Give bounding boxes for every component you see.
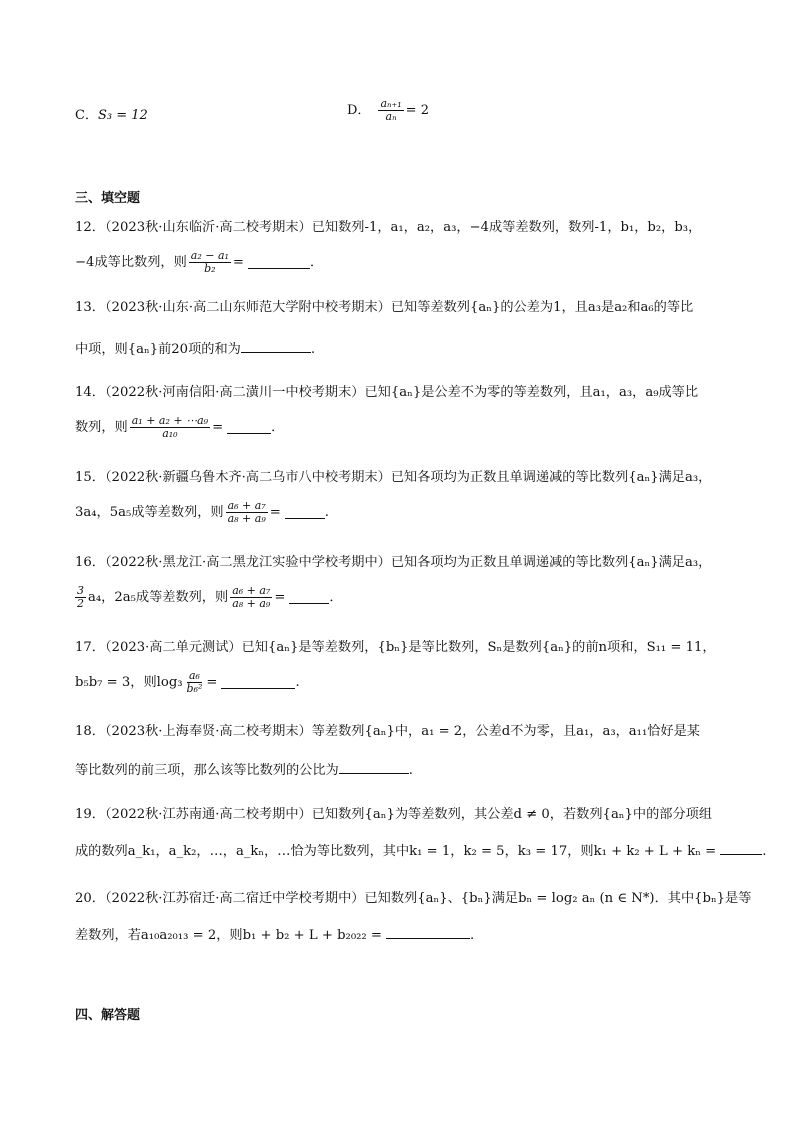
- question-16-coefficient: [75, 585, 86, 610]
- question-12-answer-blank[interactable]: [248, 256, 310, 269]
- question-12-fraction: [189, 250, 231, 275]
- section-heading-fill-in: 三、填空题: [75, 191, 141, 206]
- question-17-numerator: a₆: [189, 669, 200, 682]
- question-17-line-1: 17．（2023·高二单元测试）已知{aₙ}是等差数列，{bₙ}是等比数列，Sₙ是数列{aₙ}的前n项和，S₁₁ = 11，: [75, 640, 716, 655]
- question-14-fraction: [130, 415, 210, 440]
- question-16-denominator: a₈ + a₉: [232, 597, 271, 610]
- question-16-equals: =: [274, 589, 286, 605]
- question-17-line-2: b₅b₇ = 3，则log₃ $\frac{\text{a₆}}{\text{b₆²}}$ = .: [75, 669, 300, 695]
- question-14-text: 数列，则: [75, 419, 128, 435]
- question-12-numerator: a₂ − a₁: [190, 249, 229, 262]
- question-18-line-2: 等比数列的前三项，那么该等比数列的公比为 .: [75, 763, 413, 778]
- question-16-text: a₄，2a₅成等差数列，则: [88, 589, 229, 605]
- option-d-denominator: aₙ: [385, 110, 397, 123]
- option-c: [75, 106, 148, 126]
- question-12-denominator: b₂: [204, 262, 216, 275]
- question-12-line-2: −4成等比数列，则 $\frac{\text{a₂ − a₁}}{\text{b₂}}$ = ．: [75, 249, 324, 275]
- question-16-coefficient-den: 2: [77, 597, 84, 610]
- question-16-answer-blank[interactable]: [289, 591, 329, 604]
- question-20-text: 差数列，若a₁₀a₂₀₁₃ = 2，则b₁ + b₂ + L + b₂₀₂₂ =: [75, 928, 382, 943]
- question-12-equals: =: [232, 254, 244, 270]
- question-20-line-1: 20．（2022秋·江苏宿迁·高二宿迁中学校考期中）已知数列{aₙ}、{bₙ}满足bₙ = log₂ aₙ (n ∈ N*)．其中{bₙ}是等: [75, 891, 752, 906]
- question-13-text: 中项，则{aₙ}前20项的和为: [75, 342, 241, 357]
- question-14-denominator: a₁₀: [162, 427, 178, 440]
- question-13-line-2: 中项，则{aₙ}前20项的和为 .: [75, 342, 316, 357]
- question-19-line-2: 成的数列a_k₁，a_k₂，…，a_kₙ，…恰为等比数列，其中k₁ = 1，k₂ = 5，k₃ = 17，则k₁ + k₂ + L + kₙ = .: [75, 844, 767, 859]
- question-17-answer-blank[interactable]: [221, 676, 295, 689]
- question-14-equals: =: [212, 419, 224, 435]
- question-15-line-2: 3a₄，5a₅成等差数列，则 $\frac{\text{a₆ + a₇}}{\text{a₈ + a₉}}$ = .: [75, 499, 329, 525]
- question-15-answer-blank[interactable]: [285, 506, 325, 519]
- question-13-line-1: 13．（2023秋·山东·高二山东师范大学附中校考期末）已知等差数列{aₙ}的公差为1，且a₃是a₂和a₆的等比: [75, 300, 694, 315]
- question-12-text: −4成等比数列，则: [75, 254, 187, 270]
- question-15-numerator: a₆ + a₇: [227, 499, 266, 512]
- question-19-answer-blank[interactable]: [720, 842, 762, 855]
- option-d-rhs: = 2: [405, 102, 429, 118]
- question-16-line-1: 16．（2022秋·黑龙江·高二黑龙江实验中学校考期中）已知各项均为正数且单调递减的等比数列{aₙ}满足a₃，: [75, 555, 712, 570]
- option-d-fraction: [378, 98, 403, 123]
- question-14-line-2: 数列，则 $\frac{\text{a₁ + a₂ + ⋯a₉}}{\text{a₁₀}}$ = ．: [75, 414, 285, 440]
- question-15-text: 3a₄，5a₅成等差数列，则: [75, 504, 224, 520]
- question-15-fraction: [226, 500, 268, 525]
- question-16-line-2: $\frac{3}{2}$ a₄，2a₅成等差数列，则 $\frac{\text{a₆ + a₇}}{\text{a₈ + a₉}}$ = ．: [77, 584, 343, 610]
- option-d: [347, 98, 429, 123]
- question-15-line-1: 15．（2022秋·新疆乌鲁木齐·高二乌市八中校考期末）已知各项均为正数且单调递减的等比数列{aₙ}满足a₃，: [75, 470, 712, 485]
- question-17-denominator: b₆²: [186, 682, 203, 695]
- question-17-fraction: [185, 670, 205, 695]
- section-heading-answer: 四、解答题: [75, 1008, 141, 1023]
- question-18-answer-blank[interactable]: [339, 761, 409, 774]
- question-20-line-2: 差数列，若a₁₀a₂₀₁₃ = 2，则b₁ + b₂ + L + b₂₀₂₂ = .: [75, 928, 475, 943]
- question-18-text: 等比数列的前三项，那么该等比数列的公比为: [75, 763, 339, 778]
- question-14-numerator: a₁ + a₂ + ⋯a₉: [131, 414, 209, 427]
- question-16-coefficient-num: 3: [77, 584, 84, 597]
- question-18-line-1: 18．（2023秋·上海奉贤·高二校考期末）等差数列{aₙ}中，a₁ = 2，公差d不为零，且a₁，a₃，a₁₁恰好是某: [75, 724, 700, 739]
- option-c-label: C．: [75, 108, 98, 123]
- question-15-denominator: a₈ + a₉: [227, 512, 266, 525]
- question-19-text: 成的数列a_k₁，a_k₂，…，a_kₙ，…恰为等比数列，其中k₁ = 1，k₂ = 5，k₃ = 17，则k₁ + k₂ + L + kₙ =: [75, 844, 717, 859]
- question-17-text: b₅b₇ = 3，则log₃: [75, 674, 183, 690]
- question-13-answer-blank[interactable]: [241, 340, 311, 353]
- option-d-label: D．: [347, 102, 371, 118]
- option-d-numerator: aₙ₊₁: [380, 97, 402, 110]
- question-12-line-1: 12．（2023秋·山东临沂·高二校考期末）已知数列-1，a₁，a₂，a₃，−4成等差数列，数列-1，b₁，b₂，b₃，: [75, 220, 702, 235]
- question-15-equals: =: [269, 504, 281, 520]
- question-14-answer-blank[interactable]: [227, 421, 271, 434]
- question-19-line-1: 19．（2022秋·江苏南通·高二校考期中）已知数列{aₙ}为等差数列，其公差d ≠ 0，若数列{aₙ}中的部分项组: [75, 807, 713, 822]
- question-16-numerator: a₆ + a₇: [232, 584, 271, 597]
- question-16-fraction: [230, 585, 272, 610]
- option-c-expr: S₃ = 12: [97, 108, 148, 123]
- question-20-answer-blank[interactable]: [386, 926, 470, 939]
- question-14-line-1: 14．（2022秋·河南信阳·高二潢川一中校考期末）已知{aₙ}是公差不为零的等差数列，且a₁，a₃，a₉成等比: [75, 385, 699, 400]
- question-17-equals: =: [206, 674, 218, 690]
